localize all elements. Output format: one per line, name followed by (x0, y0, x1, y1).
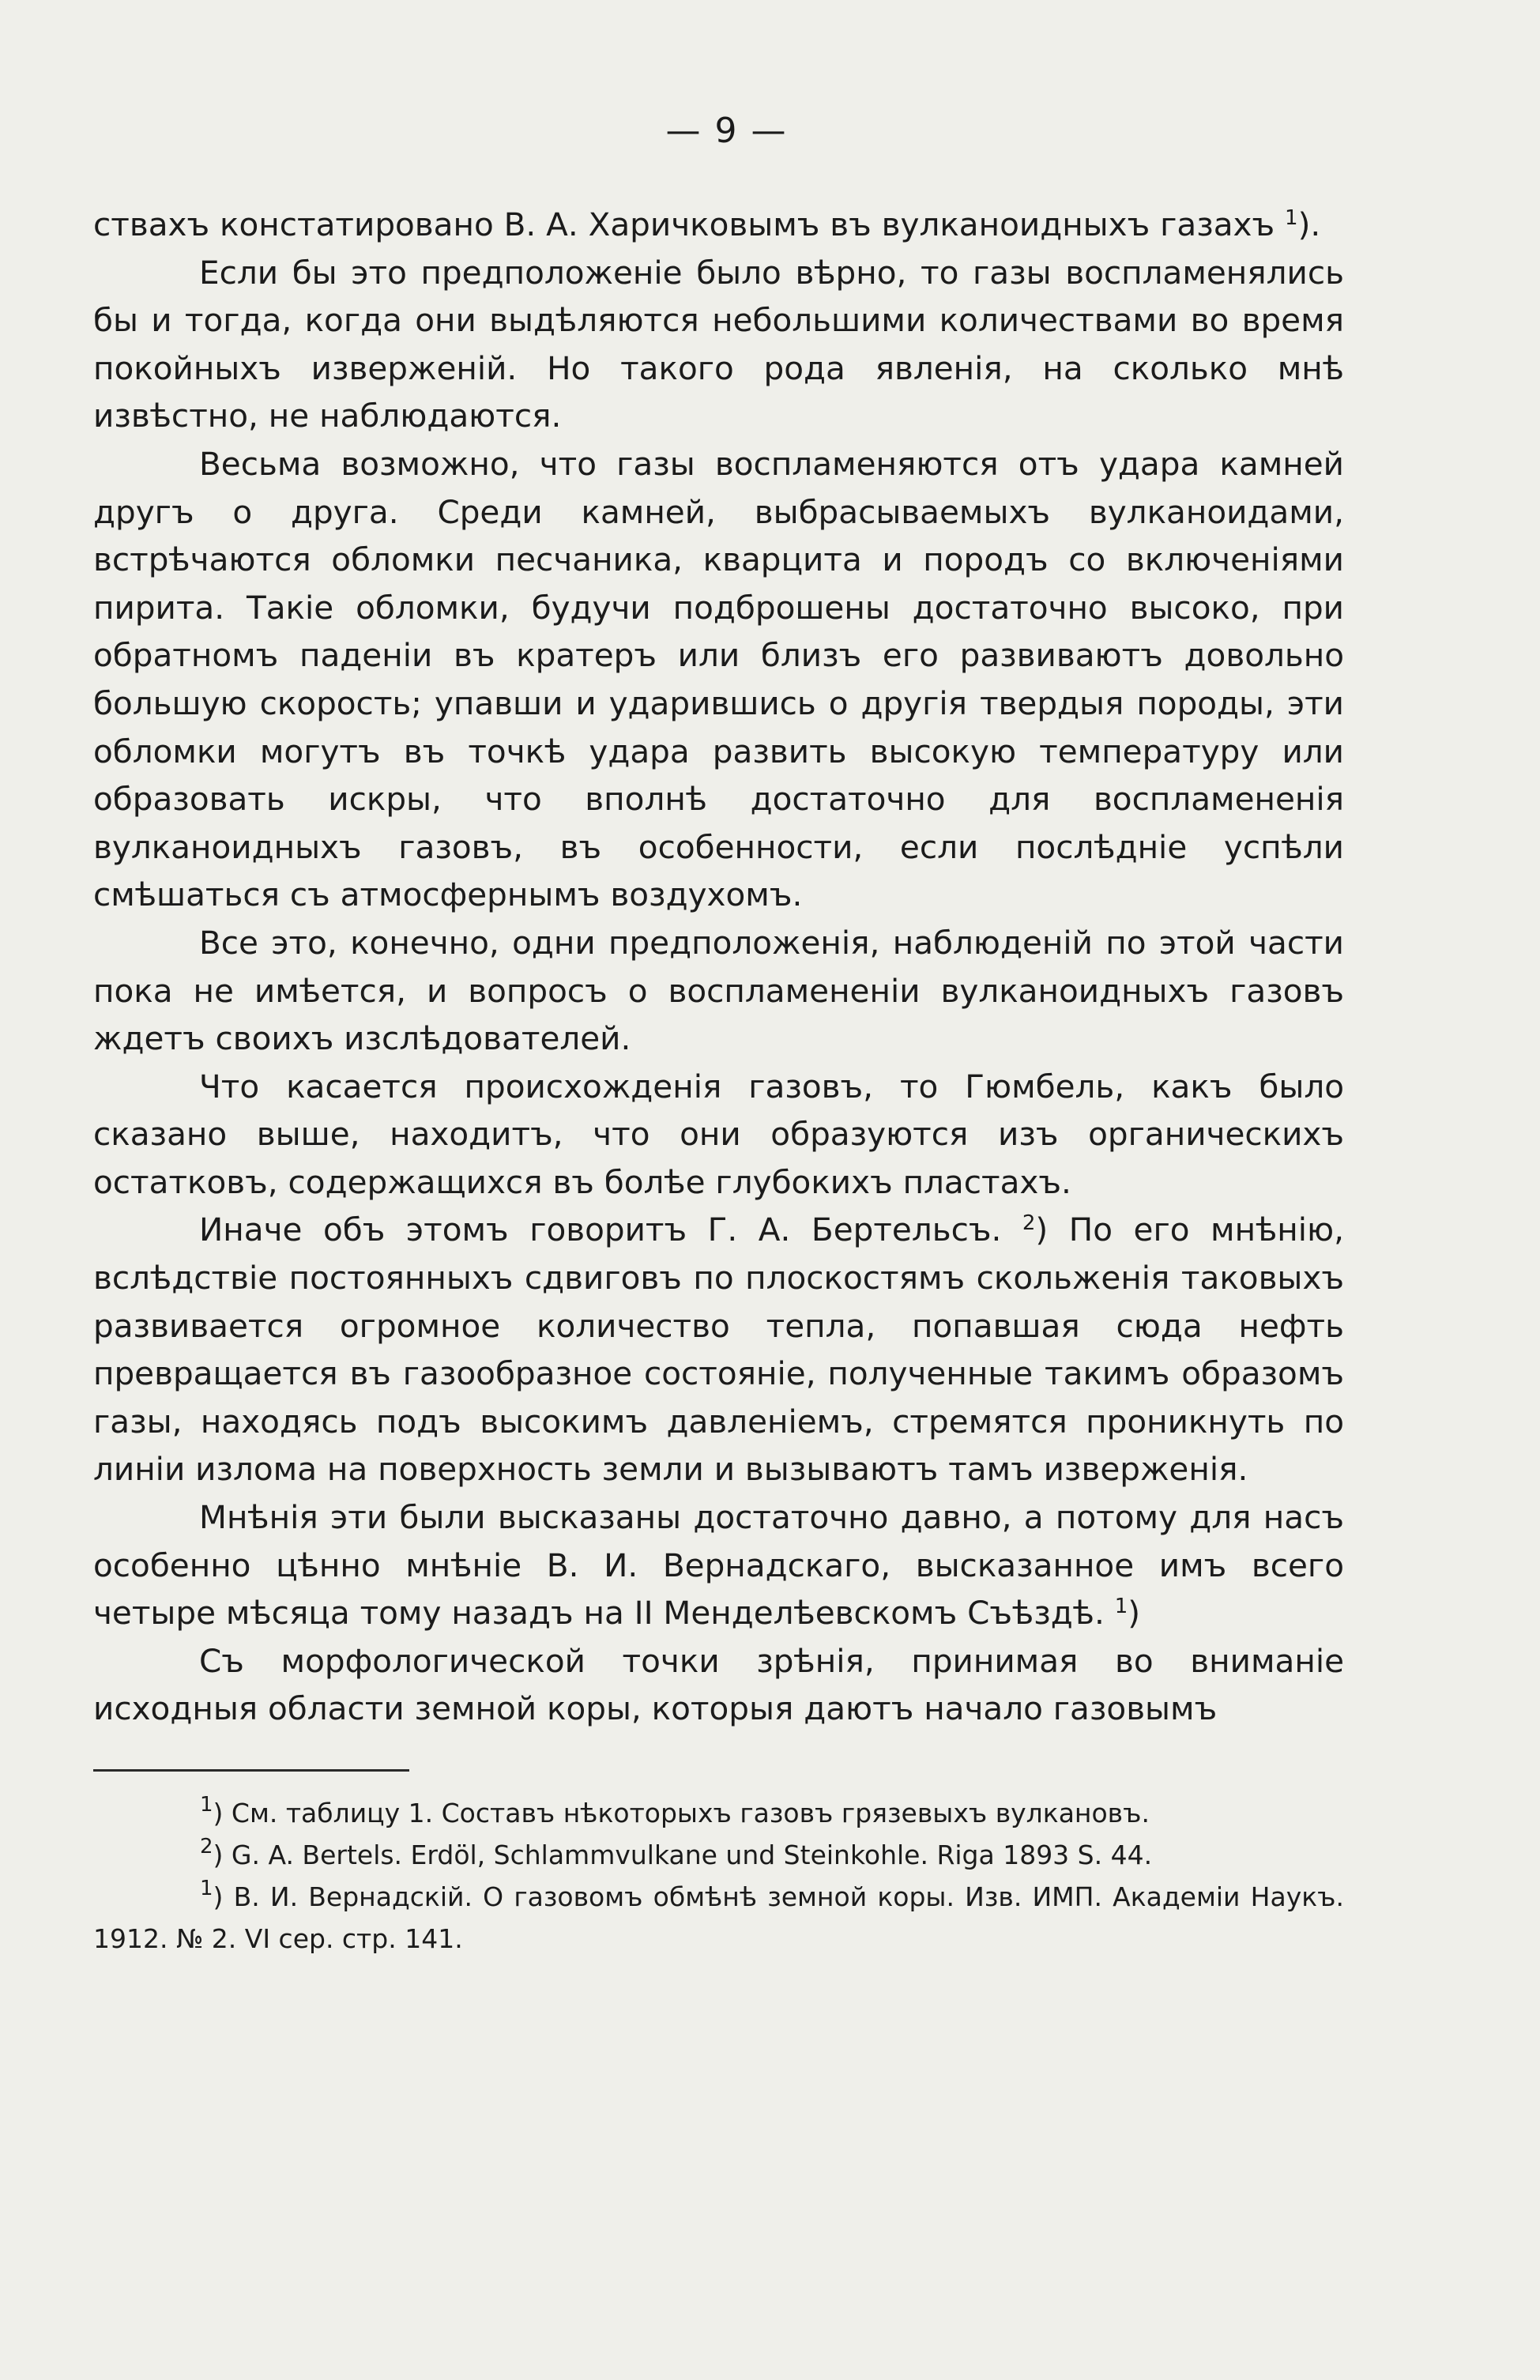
footnote-divider (93, 1769, 409, 1772)
paragraph-text: Иначе объ этомъ говоритъ Г. А. Бертельсъ. (199, 1211, 1022, 1249)
footnote-mark: 1 (200, 1877, 213, 1900)
paragraph-text-continued: ). (1297, 205, 1321, 243)
footnotes (93, 1792, 1344, 1960)
page-number: — 9 — (665, 111, 788, 151)
main-text (93, 201, 1344, 1733)
footnote-1 (93, 1792, 1344, 1834)
paragraph-1 (93, 201, 1344, 249)
footnote-mark: 2 (200, 1835, 213, 1858)
paragraph-8: Съ морфологической точки зрѣнiя, принимая во вниманiе исходныя области земной коры, которыя даютъ начало газовымъ (93, 1641, 1344, 1728)
footnote-3 (93, 1876, 1344, 1960)
footnote-2 (93, 1834, 1344, 1876)
footnote-ref: 2 (1022, 1211, 1036, 1236)
footnote-mark: 1 (200, 1793, 213, 1817)
paragraph-7 (93, 1493, 1344, 1637)
paragraph-5: Что касается происхожденiя газовъ, то Гюмбель, какъ было сказано выше, находитъ, что они образуются изъ органическихъ остатковъ, содержащихся въ болѣе глубокихъ пластахъ. (93, 1067, 1344, 1201)
paragraph-4: Все это, конечно, одни предположенiя, наблюденiй по этой части пока не имѣется, и вопросъ о воспламененiи вулканоидныхъ газовъ ждетъ своихъ изслѣдователей. (93, 923, 1344, 1058)
footnote-text: ) G. A. Bertels. Erdöl, Schlammvulkane und Steinkohle. Riga 1893 S. 44. (213, 1840, 1153, 1870)
footnote-ref: 1 (1114, 1595, 1128, 1619)
book-page (93, 111, 1344, 1960)
footnote-text: ) См. таблицу 1. Составъ нѣкоторыхъ газовъ грязевыхъ вулкановъ. (213, 1798, 1150, 1828)
footnote-text: ) В. И. Вернадскiй. О газовомъ обмѣнѣ земной коры. Изв. ИМП. Академiи Наукъ. 1912. № 2. VI сер. стр. 141. (93, 1881, 1344, 1954)
paragraph-text: ствахъ констатировано В. А. Харичковымъ въ вулканоидныхъ газахъ (93, 205, 1286, 243)
footnote-ref: 1 (1285, 206, 1298, 230)
paragraph-3: Весьма возможно, что газы воспламеняются отъ удара камней другъ о друга. Среди камней, выбрасываемыхъ вулканоидами, встрѣчаются обломки песчаника, кварцита и породъ со включенiями пирита. Такiе обломки, будучи подброшены достаточно высоко, при обратномъ паденiи въ кратеръ или близъ его развиваютъ довольно большую скорость; упавши и ударившись о другiя твердыя породы, эти обломки могутъ въ точкѣ удара развить высокую температуру или образовать искры, что вполнѣ достаточно для воспламененiя вулканоидныхъ газовъ, въ особенности, если послѣднiе успѣли смѣшаться съ атмосфернымъ воздухомъ. (93, 444, 1344, 914)
paragraph-2: Если бы это предположенiе было вѣрно, то газы воспламенялись бы и тогда, когда они выдѣляются небольшими количествами во время покойныхъ изверженiй. Но такого рода явленiя, на сколько мнѣ извѣстно, не наблюдаются. (93, 253, 1344, 435)
paragraph-text: Мнѣнiя эти были высказаны достаточно давно, а потому для насъ особенно цѣнно мнѣнiе В. И. Вернадскаго, высказанное имъ всего четыре мѣсяца тому назадъ на II Менделѣевскомъ Съѣздѣ. (93, 1498, 1344, 1632)
paragraph-6 (93, 1206, 1344, 1493)
paragraph-text-continued: ) По его мнѣнiю, вслѣдствiе постоянныхъ сдвиговъ по плоскостямъ скольженiя таковыхъ развивается огромное количество тепла, попавшая сюда нефть превращается въ газообразное состоянiе, полученные такимъ образомъ газы, находясь подъ высокимъ давленiемъ, стремятся проникнуть по линiи излома на поверхность земли и вызываютъ тамъ изверженiя. (93, 1211, 1344, 1489)
paragraph-text-continued: ) (1128, 1594, 1141, 1632)
